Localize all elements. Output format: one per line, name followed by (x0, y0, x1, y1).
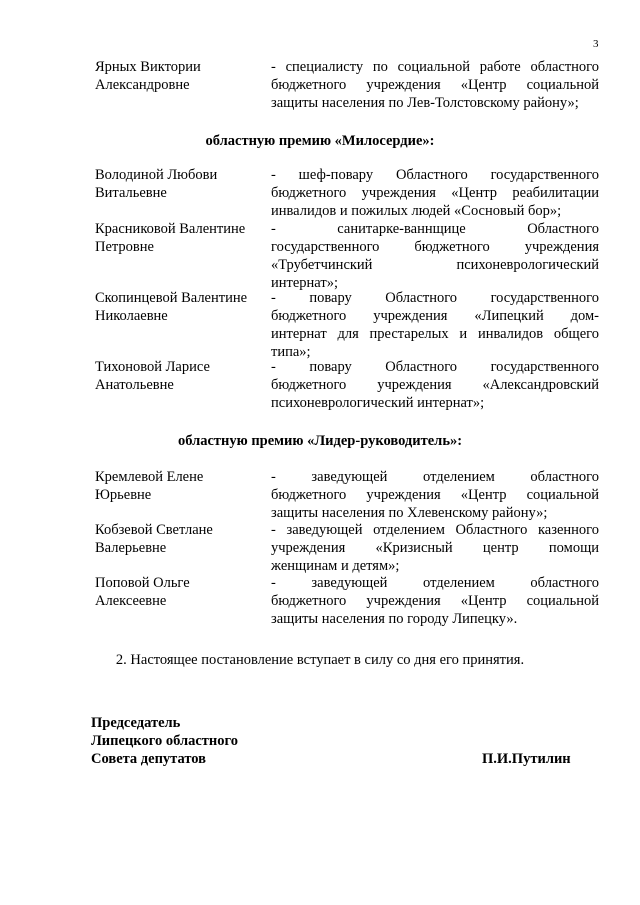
leader-award-heading: областную премию «Лидер-руководитель»: (177, 433, 463, 449)
recipient-name: Ярных Виктории Александровне (95, 59, 201, 93)
recipient-name: Поповой Ольге Алексеевне (95, 575, 190, 609)
mercy-award-heading: областную премию «Милосердие»: (205, 133, 435, 149)
signatory-title: Председатель Липецкого областного Совета депутатов (91, 715, 238, 767)
recipient-entry (95, 166, 599, 220)
decree-effective-clause: 2. Настоящее постановление вступает в силу со дня его принятия. (115, 652, 525, 668)
recipient-position: - повару Областного государственного бюджетного учреждения «Липецкий дом- интернат для престарелых и инвалидов общего типа»; (271, 290, 599, 360)
signatory-name: П.И.Путилин (482, 751, 571, 767)
recipient-entry (95, 521, 599, 575)
recipient-name: Володиной Любови Витальевне (95, 167, 218, 201)
recipient-name: Тихоновой Ларисе Анатольевне (95, 359, 210, 393)
recipient-entry (95, 58, 599, 112)
recipient-position: - повару Областного государственного бюджетного учреждения «Александровский психоневрологический интернат»; (271, 359, 599, 411)
recipient-position: - санитарке-ваннщице Областного государственного бюджетного учреждения «Трубетчинский психоневрологический интернат»; (271, 221, 599, 291)
recipient-position: - шеф-повару Областного государственного бюджетного учреждения «Центр реабилитации инвалидов и пожилых людей «Сосновый бор»; (271, 167, 599, 219)
recipient-name: Кобзевой Светлане Валерьевне (95, 522, 213, 556)
recipient-entry (95, 574, 599, 628)
recipient-name: Скопинцевой Валентине Николаевне (95, 290, 248, 324)
recipient-entry (95, 468, 599, 522)
recipient-entry (95, 289, 599, 361)
recipient-position: - заведующей отделением Областного казенного учреждения «Кризисный центр помощи женщинам и детям»; (271, 522, 599, 574)
recipient-position: - заведующей отделением областного бюджетного учреждения «Центр социальной защиты населения по Хлевенскому району»; (271, 469, 599, 521)
page-number: 3 (593, 38, 599, 50)
recipient-entry (95, 220, 599, 292)
recipient-position: - заведующей отделением областного бюджетного учреждения «Центр социальной защиты населения по городу Липецку». (271, 575, 599, 627)
recipient-entry (95, 358, 599, 412)
recipient-name: Красниковой Валентине Петровне (95, 221, 246, 255)
recipient-name: Кремлевой Елене Юрьевне (95, 469, 204, 503)
recipient-position: - специалисту по социальной работе областного бюджетного учреждения «Центр социальной защиты населения по Лев-Толстовскому району»; (271, 59, 599, 111)
